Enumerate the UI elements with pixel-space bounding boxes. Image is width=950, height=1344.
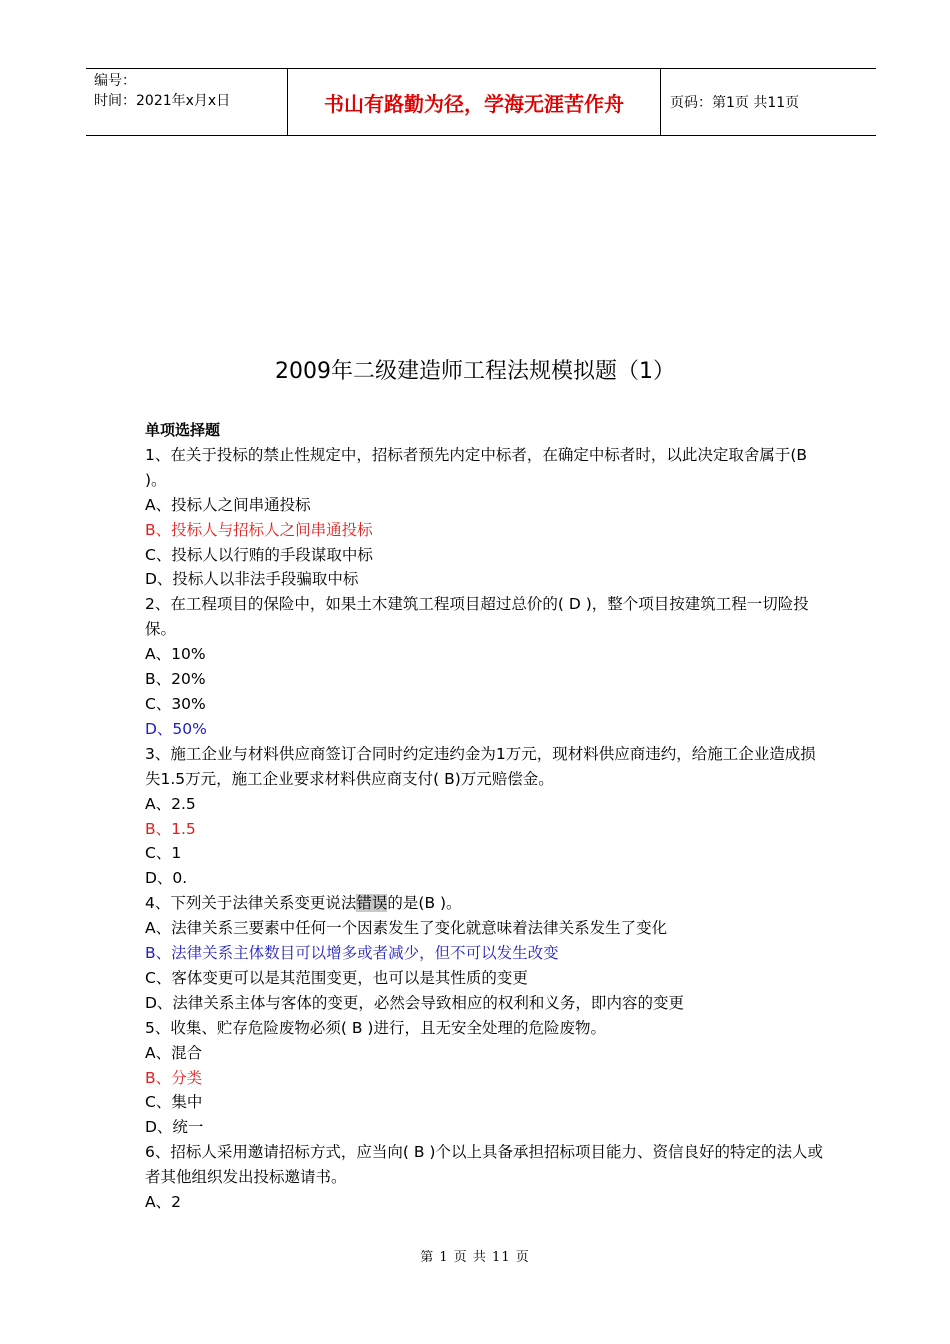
option: B、20% xyxy=(145,670,206,689)
option: C、30% xyxy=(145,694,206,713)
highlighted-word: 错误 xyxy=(356,894,388,913)
option-answer: D、50% xyxy=(145,719,207,738)
option: C、集中 xyxy=(145,1093,203,1112)
option: A、法律关系三要素中任何一个因素发生了变化就意味着法律关系发生了变化 xyxy=(145,919,668,938)
option: A、2.5 xyxy=(145,794,196,813)
page-footer: 第 1 页 共 11 页 xyxy=(420,1250,530,1265)
page-header xyxy=(86,68,876,136)
option: A、投标人之间串通投标 xyxy=(145,495,311,514)
option: C、投标人以行贿的手段谋取中标 xyxy=(145,545,373,564)
option: A、混合 xyxy=(145,1043,203,1062)
section-title: 单项选择题 xyxy=(145,421,221,439)
question-stem: 3、施工企业与材料供应商签订合同时约定违约金为1万元，现材料供应商违约，给施工企业造成损失1.5万元，施工企业要求材料供应商支付( B)万元赔偿金。 xyxy=(145,744,816,788)
option-answer: B、投标人与招标人之间串通投标 xyxy=(145,520,373,539)
stem-text: 4、下列关于法律关系变更说法 xyxy=(145,894,357,913)
option: A、10% xyxy=(145,645,206,664)
stem-text: 的是(B )。 xyxy=(387,894,462,913)
question-stem: 5、收集、贮存危险废物必须( B )进行，且无安全处理的危险废物。 xyxy=(145,1018,606,1037)
document-title: 2009年二级建造师工程法规模拟题（1） xyxy=(275,359,675,384)
number-label: 编号： xyxy=(94,73,136,89)
header-meta xyxy=(94,71,289,111)
header-motto: 书山有路勤为径，学海无涯苦作舟 xyxy=(324,91,624,116)
option: D、0. xyxy=(145,869,188,888)
header-divider xyxy=(660,69,661,135)
option-answer: B、法律关系主体数目可以增多或者减少，但不可以发生改变 xyxy=(145,944,559,963)
question-stem: 2、在工程项目的保险中，如果土木建筑工程项目超过总价的( D )，整个项目按建筑工程一切险投保。 xyxy=(145,595,809,639)
document-body xyxy=(145,418,825,1215)
option-answer: B、1.5 xyxy=(145,819,196,838)
option: C、客体变更可以是其范围变更，也可以是其性质的变更 xyxy=(145,968,528,987)
option: D、统一 xyxy=(145,1118,204,1137)
option: C、1 xyxy=(145,844,182,863)
option: D、投标人以非法手段骗取中标 xyxy=(145,570,359,589)
option: D、法律关系主体与客体的变更，必然会导致相应的权利和义务，即内容的变更 xyxy=(145,993,684,1012)
question-stem: 1、在关于投标的禁止性规定中，招标者预先内定中标者，在确定中标者时，以此决定取舍属于(B )。 xyxy=(145,445,808,489)
option-answer: B、分类 xyxy=(145,1068,203,1087)
header-page-code: 页码：第1页 共11页 xyxy=(670,95,800,111)
option: A、2 xyxy=(145,1193,181,1212)
time-label: 时间：2021年x月x日 xyxy=(94,93,231,109)
question-stem xyxy=(145,891,825,916)
question-stem: 6、招标人采用邀请招标方式，应当向( B )个以上具备承担招标项目能力、资信良好的特定的法人或者其他组织发出投标邀请书。 xyxy=(145,1143,823,1187)
